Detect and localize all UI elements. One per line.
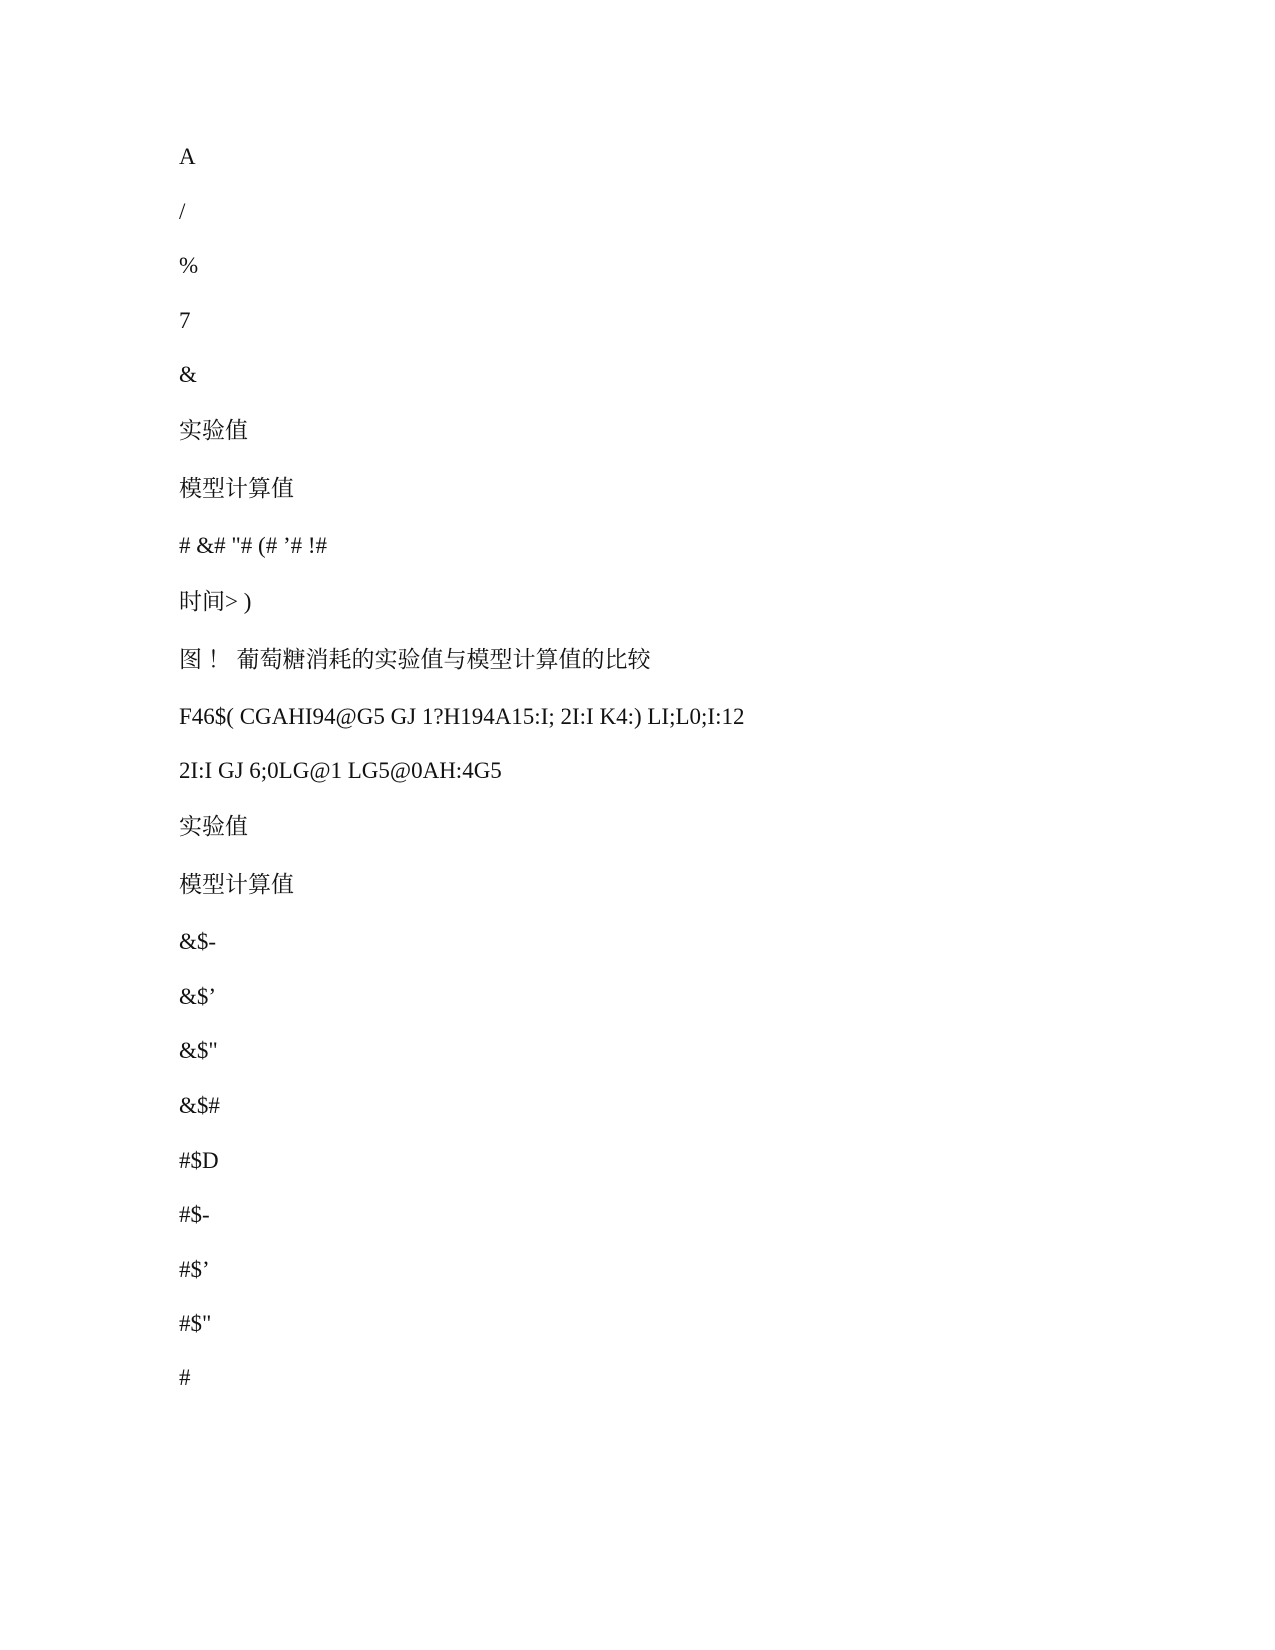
legend-label-experimental: 实验值 xyxy=(179,418,248,443)
figure-caption-english: F46$( CGAHI94@G5 GJ 1?H194A15:I; 2I:I K4:) LI;L0;I:12 xyxy=(179,704,745,729)
figure-caption-english-continued: 2I:I GJ 6;0LG@1 LG5@0AH:4G5 xyxy=(179,758,502,783)
text-line: A xyxy=(179,144,196,169)
text-line: % xyxy=(179,253,199,278)
axis-tick-label: &$" xyxy=(179,1038,218,1063)
axis-tick-label: # xyxy=(179,1365,191,1390)
axis-label-time: 时间> ) xyxy=(179,589,252,614)
axis-tick-label: #$D xyxy=(179,1148,219,1173)
figure-caption: 图 ！ 葡萄糖消耗的实验值与模型计算值的比较 xyxy=(179,647,651,672)
axis-tick-label: &$- xyxy=(179,929,217,954)
legend-label-experimental: 实验值 xyxy=(179,814,248,839)
text-line: / xyxy=(179,199,186,224)
axis-tick-label: #$’ xyxy=(179,1257,210,1282)
legend-label-model: 模型计算值 xyxy=(179,476,294,501)
axis-tick-label: #$" xyxy=(179,1311,212,1336)
legend-label-model: 模型计算值 xyxy=(179,872,294,897)
axis-tick-labels: # &# "# (# ’# !# xyxy=(179,533,328,558)
axis-tick-label: #$- xyxy=(179,1202,210,1227)
text-line: & xyxy=(179,362,197,387)
axis-tick-label: &$# xyxy=(179,1093,220,1118)
axis-tick-label: &$’ xyxy=(179,984,217,1009)
text-line: 7 xyxy=(179,308,191,333)
